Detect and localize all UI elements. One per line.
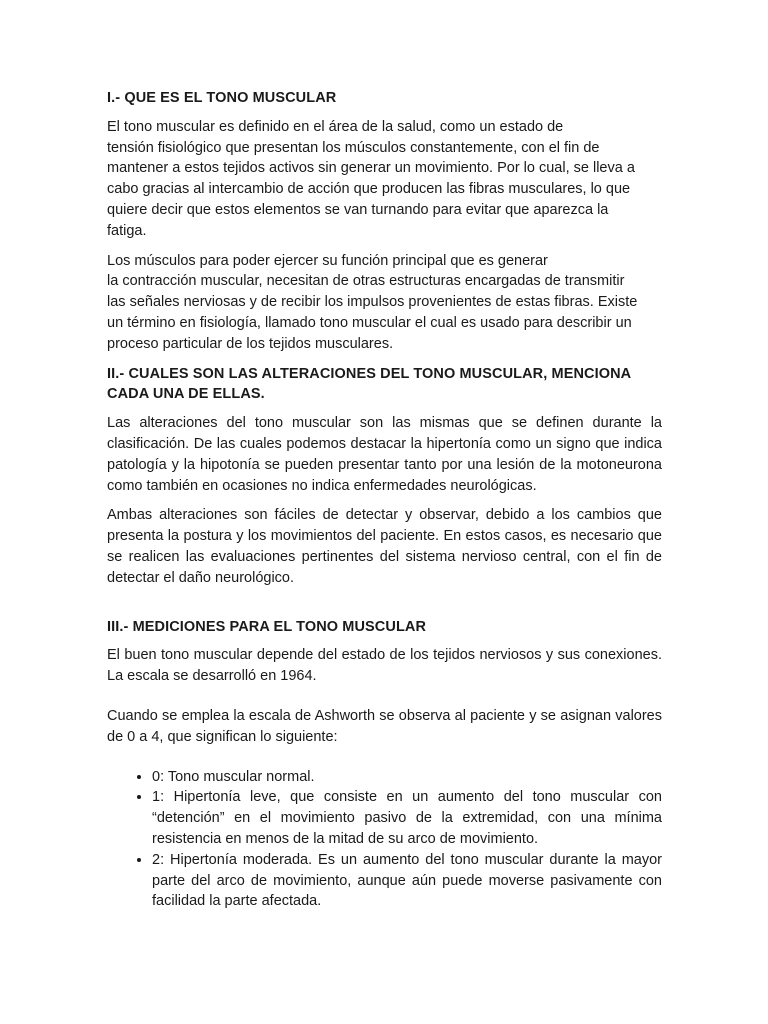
text-line: proceso particular de los tejidos musculares. [107, 335, 394, 352]
document-page [107, 88, 662, 912]
section-1-paragraph-2 [107, 251, 662, 355]
section-1-heading: I.- QUE ES EL TONO MUSCULAR [107, 90, 337, 106]
section-1-paragraph-1 [107, 117, 662, 242]
text-line: mantener a estos tejidos activos sin generar un movimiento. Por lo cual, se lleva a [107, 160, 635, 177]
list-item: • 1: Hipertonía leve, que consiste en un aumento del tono muscular con “detención” en el movimiento pasivo de la extremidad, con una mínima resistencia en menos de la mitad de su arco de movimiento. [152, 787, 662, 849]
text-line: tensión fisiológico que presentan los músculos constantemente, con el fin de [107, 139, 600, 156]
section-2-paragraph-2: Ambas alteraciones son fáciles de detectar y observar, debido a los cambios que presenta la postura y los movimientos del paciente. En estos casos, es necesario que se realicen las evaluaciones pertinentes del sistema nervioso central, con el fin de detectar el daño neurológico. [107, 507, 662, 586]
text-line: la contracción muscular, necesitan de otras estructuras encargadas de transmitir [107, 273, 625, 290]
section-2-paragraph-1: Las alteraciones del tono muscular son las mismas que se definen durante la clasificación. De las cuales podemos destacar la hipertonía como un signo que indica patología y la hipotonía se pueden presentar tanto por una lesión de la motoneurona como también en ocasiones no indica enfermedades neurológicas. [107, 415, 662, 494]
list-item: • 0: Tono muscular normal. [152, 767, 662, 788]
text-line: un término en fisiología, llamado tono muscular el cual es usado para describir un [107, 314, 632, 331]
section-3-paragraph-2: Cuando se emplea la escala de Ashworth se observa al paciente y se asignan valores de 0 a 4, que significan lo siguiente: [107, 707, 662, 745]
list-item: • 2: Hipertonía moderada. Es un aumento del tono muscular durante la mayor parte del arco de movimiento, aunque aún puede moverse pasivamente con facilidad la parte afectada. [152, 850, 662, 912]
text-line: las señales nerviosas y de recibir los impulsos provenientes de estas fibras. Existe [107, 294, 638, 311]
section-2-heading: II.- CUALES SON LAS ALTERACIONES DEL TONO MUSCULAR, MENCIONA CADA UNA DE ELLAS. [107, 365, 631, 403]
section-3-paragraph-1: El buen tono muscular depende del estado de los tejidos nerviosos y sus conexiones. La escala se desarrolló en 1964. [107, 647, 662, 685]
text-line: quiere decir que estos elementos se van turnando para evitar que aparezca la [107, 201, 609, 218]
text-line: El tono muscular es definido en el área de la salud, como un estado de [107, 118, 564, 135]
ashworth-scale-list [107, 767, 662, 913]
section-3-heading: III.- MEDICIONES PARA EL TONO MUSCULAR [107, 618, 427, 635]
text-line: Los músculos para poder ejercer su función principal que es generar [107, 252, 548, 269]
text-line: cabo gracias al intercambio de acción que producen las fibras musculares, lo que [107, 181, 631, 198]
text-line: fatiga. [107, 222, 147, 239]
